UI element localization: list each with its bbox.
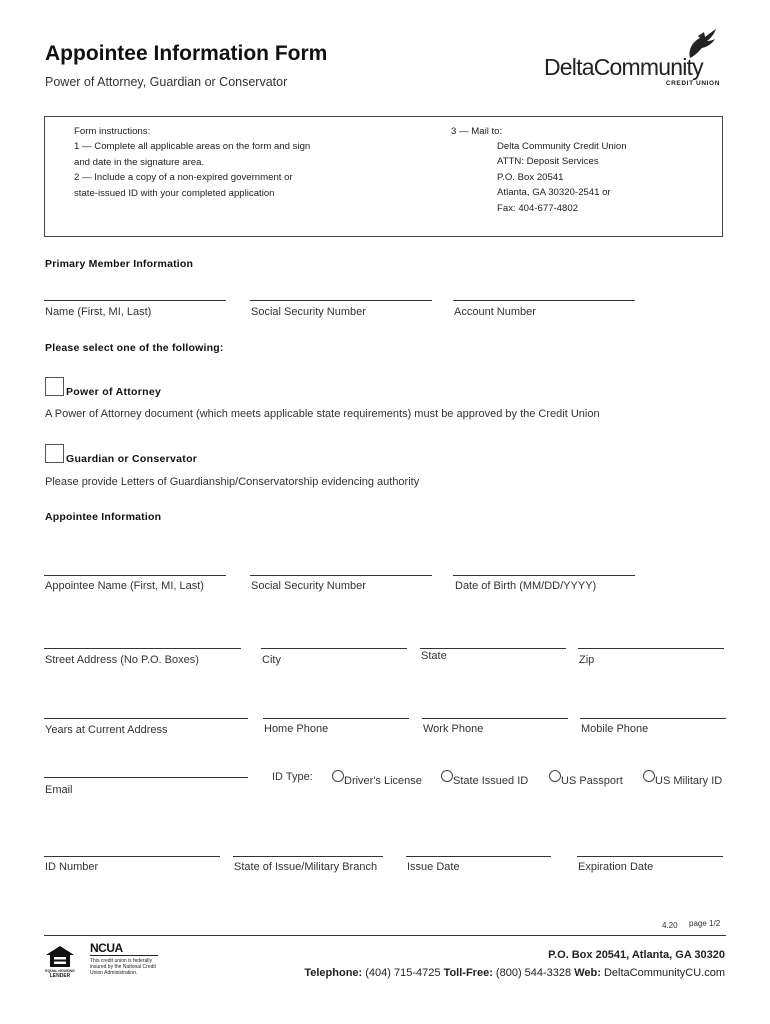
field-label: Expiration Date [578, 861, 654, 873]
city-field[interactable] [261, 648, 407, 649]
instruction-line: P.O. Box 20541 [497, 171, 564, 183]
zip-field[interactable] [578, 648, 724, 649]
name-field[interactable] [44, 300, 226, 301]
expiration-date-field[interactable] [577, 856, 723, 857]
footer-address: P.O. Box 20541, Atlanta, GA 30320 [548, 949, 725, 961]
email-field[interactable] [44, 777, 248, 778]
field-label: Years at Current Address [45, 724, 168, 736]
ncua-rule [90, 955, 158, 956]
field-label: Social Security Number [251, 306, 366, 318]
field-label: Work Phone [423, 723, 484, 735]
appointee-name-field[interactable] [44, 575, 226, 576]
state-of-issue-field[interactable] [233, 856, 383, 857]
ncua-line: This credit union is federally [90, 958, 152, 964]
date-of-birth-field[interactable] [453, 575, 635, 576]
instruction-line: 2 — Include a copy of a non-expired government or [74, 172, 293, 184]
power-of-attorney-description: A Power of Attorney document (which meets applicable state requirements) must be approved by the Credit Union [45, 408, 600, 420]
field-label: ID Number [45, 861, 99, 873]
instruction-line: Fax: 404-677-4802 [497, 202, 579, 214]
radio-label: US Military ID [655, 775, 723, 787]
field-label: Zip [579, 654, 595, 666]
state-field[interactable] [420, 648, 566, 649]
web-label: Web: [574, 967, 601, 979]
instruction-line: Form instructions: [74, 126, 151, 137]
ncua-line: insured by the National Credit [90, 964, 156, 970]
instruction-line: 1 — Complete all applicable areas on the form and sign [74, 141, 311, 153]
us-passport-radio[interactable] [549, 770, 561, 782]
ssn-field[interactable] [250, 300, 432, 301]
equal-housing-icon [45, 945, 75, 969]
field-label: City [262, 654, 281, 666]
work-phone-field[interactable] [422, 718, 568, 719]
state-issued-id-radio[interactable] [441, 770, 453, 782]
version-number: 4.20 [662, 921, 678, 930]
guardian-checkbox[interactable] [45, 444, 64, 463]
primary-member-heading: Primary Member Information [45, 258, 194, 270]
logo-subtext: CREDIT UNION [665, 80, 720, 87]
years-at-address-field[interactable] [44, 718, 248, 719]
field-label: State [421, 650, 447, 662]
account-number-field[interactable] [453, 300, 635, 301]
ncua-line: Union Administration. [90, 970, 138, 976]
equal-housing-line: EQUAL HOUSING [45, 969, 75, 973]
radio-label: Driver's License [344, 775, 422, 787]
instructions-box [44, 116, 723, 237]
selection-heading: Please select one of the following: [45, 342, 224, 354]
instruction-line: ATTN: Deposit Services [497, 156, 599, 168]
instructions-right [497, 139, 627, 216]
logo-wordmark: DeltaCommunity [544, 54, 703, 80]
instruction-line: state-issued ID with your completed application [74, 187, 275, 199]
issue-date-field[interactable] [406, 856, 551, 857]
ncua-badge [90, 942, 170, 982]
field-label: Name (First, MI, Last) [45, 306, 152, 318]
toll-free-label: Toll-Free: [443, 967, 493, 979]
id-type-label: ID Type: [272, 771, 313, 783]
instruction-line: Atlanta, GA 30320-2541 or [497, 187, 611, 199]
field-label: Home Phone [264, 723, 329, 735]
field-label: Mobile Phone [581, 723, 649, 735]
field-label: Street Address (No P.O. Boxes) [45, 654, 199, 666]
id-number-field[interactable] [44, 856, 220, 857]
delta-community-logo [540, 30, 730, 90]
equal-housing-lender-logo [45, 945, 75, 979]
instructions-mail-heading: 3 — Mail to: [451, 126, 503, 137]
field-label: Date of Birth (MM/DD/YYYY) [455, 580, 597, 592]
ncua-title: NCUA [90, 941, 123, 955]
us-military-id-radio[interactable] [643, 770, 655, 782]
footer-contact [304, 967, 725, 979]
field-label: Appointee Name (First, MI, Last) [45, 580, 204, 592]
field-label: Account Number [454, 306, 536, 318]
equal-housing-line: LENDER [49, 972, 71, 979]
field-label: State of Issue/Military Branch [234, 861, 378, 873]
telephone-number: (404) 715-4725 [365, 967, 441, 979]
equal-housing-text [45, 969, 75, 978]
appointee-heading: Appointee Information [45, 511, 162, 523]
power-of-attorney-checkbox[interactable] [45, 377, 64, 396]
footer-divider [44, 935, 726, 936]
drivers-license-radio[interactable] [332, 770, 344, 782]
web-address: DeltaCommunityCU.com [603, 967, 725, 979]
guardian-description: Please provide Letters of Guardianship/Conservatorship evidencing authority [45, 476, 420, 488]
guardian-label: Guardian or Conservator [66, 453, 198, 465]
ncua-text [90, 958, 170, 976]
field-label: Email [45, 784, 73, 796]
instructions-left [74, 124, 310, 201]
street-address-field[interactable] [44, 648, 241, 649]
home-phone-field[interactable] [263, 718, 409, 719]
mobile-phone-field[interactable] [580, 718, 726, 719]
power-of-attorney-label: Power of Attorney [66, 386, 162, 398]
page-title: Appointee Information Form [45, 42, 328, 65]
instruction-line: and date in the signature area. [74, 156, 205, 168]
radio-label: State Issued ID [453, 775, 529, 787]
radio-label: US Passport [561, 775, 623, 787]
telephone-label: Telephone: [304, 967, 363, 979]
appointee-ssn-field[interactable] [250, 575, 432, 576]
page-number: page 1/2 [689, 919, 721, 928]
field-label: Social Security Number [251, 580, 366, 592]
field-label: Issue Date [407, 861, 460, 873]
instruction-line: Delta Community Credit Union [497, 141, 627, 152]
page-subtitle: Power of Attorney, Guardian or Conservator [45, 75, 288, 89]
toll-free-number: (800) 544-3328 [495, 967, 572, 979]
